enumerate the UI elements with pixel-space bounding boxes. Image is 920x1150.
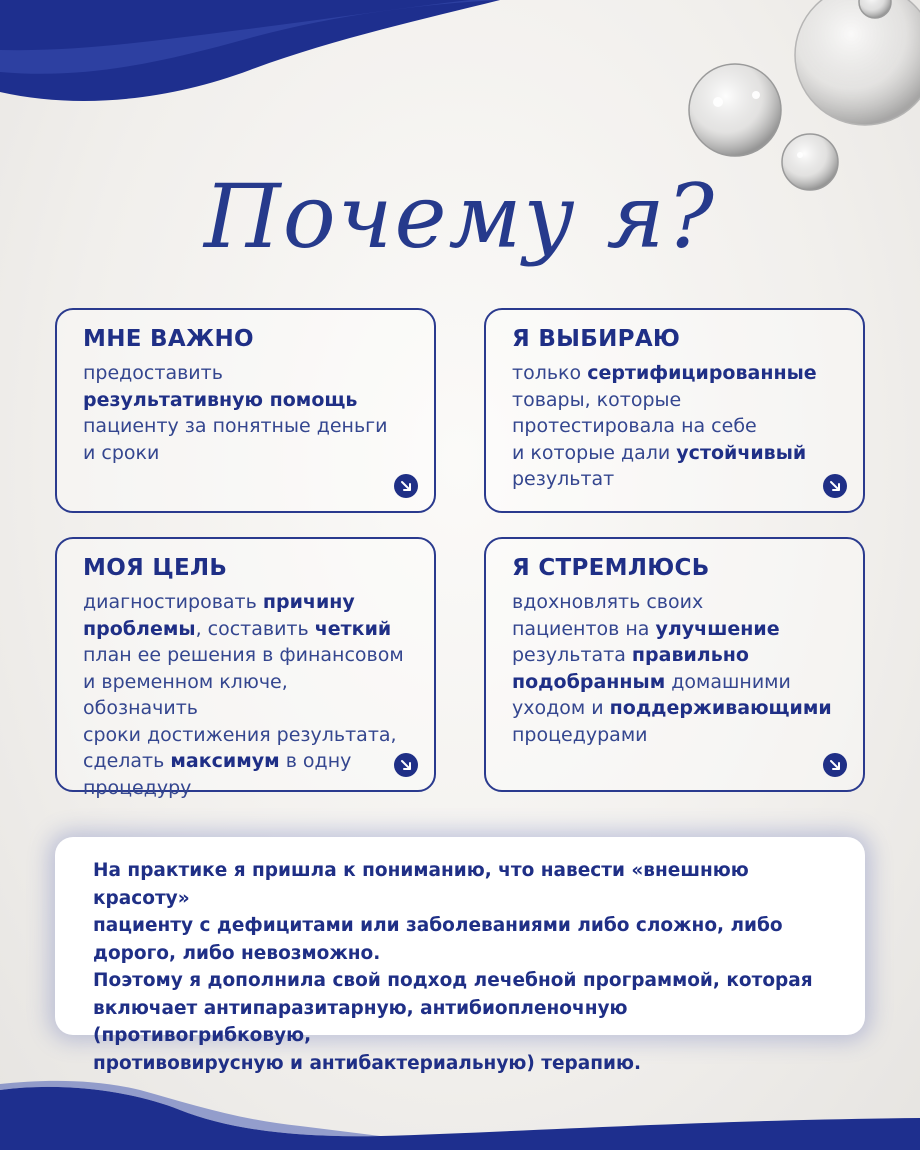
body-text: и которые дали <box>512 441 677 464</box>
card-body <box>512 360 837 493</box>
body-text: сделать <box>83 750 171 772</box>
card-ya-vybirayu <box>484 308 865 513</box>
body-text: и временном ключе, обозначить <box>83 670 288 719</box>
card-body <box>512 589 837 748</box>
body-text: вдохновлять своих <box>512 591 704 613</box>
emphasis-text: поддерживающими <box>609 697 832 719</box>
emphasis-text: проблемы <box>83 617 196 640</box>
body-text: результат <box>512 468 615 490</box>
body-text: план ее решения в финансовом <box>83 644 404 666</box>
body-text: только <box>512 362 588 384</box>
emphasis-text: результативную помощь <box>83 388 358 411</box>
body-text: пациенту за понятные деньги <box>83 415 388 437</box>
card-heading: МНЕ ВАЖНО <box>83 326 254 352</box>
card-mne-vazhno <box>55 308 436 513</box>
emphasis-text: подобранным <box>512 670 666 693</box>
card-heading: МОЯ ЦЕЛЬ <box>83 555 228 581</box>
body-text: сроки достижения результата, <box>83 723 397 746</box>
arrow-down-right-icon[interactable] <box>823 753 847 777</box>
emphasis-text: причину <box>262 591 355 613</box>
body-text: процедуру <box>83 776 192 799</box>
note-line: включает антипаразитарную, антибиопленочную (противогрибковую, <box>93 997 628 1046</box>
card-heading: Я ВЫБИРАЮ <box>512 326 681 352</box>
emphasis-text: сертифицированные <box>587 362 817 384</box>
body-text: пациентов на <box>512 617 656 640</box>
body-text: товары, которые <box>512 388 682 411</box>
body-text: процедурами <box>512 723 648 746</box>
body-text: диагностировать <box>83 591 263 613</box>
card-ya-stremlyus <box>484 537 865 792</box>
bottom-wave-decoration <box>0 1060 920 1150</box>
note-line: На практике я пришла к пониманию, что навести «внешнюю красоту» <box>93 860 749 909</box>
emphasis-text: четкий <box>314 617 392 640</box>
card-body <box>83 589 408 801</box>
note-line: Поэтому я дополнила свой подход лечебной программой, которая <box>93 970 813 991</box>
arrow-down-right-icon[interactable] <box>394 753 418 777</box>
body-text: домашними <box>665 670 791 693</box>
emphasis-text: устойчивый <box>676 441 807 464</box>
note-line: дорого, либо невозможно. <box>93 942 381 964</box>
body-text: результата <box>512 644 632 666</box>
body-text: в одну <box>279 750 352 772</box>
body-text: протестировала на себе <box>512 415 757 437</box>
emphasis-text: правильно <box>631 644 749 666</box>
emphasis-text: максимум <box>170 750 280 772</box>
body-text: уходом и <box>512 697 610 719</box>
arrow-down-right-icon[interactable] <box>823 474 847 498</box>
card-moya-tsel <box>55 537 436 799</box>
practice-note <box>55 837 865 1074</box>
card-body <box>83 360 408 466</box>
arrow-down-right-icon[interactable] <box>394 474 418 498</box>
emphasis-text: улучшение <box>655 617 780 640</box>
card-heading: Я СТРЕМЛЮСЬ <box>512 555 710 581</box>
page-title: Почему я? <box>204 165 716 268</box>
note-line: противовирусную и антибактериальную) терапию. <box>93 1052 642 1074</box>
body-text: , составить <box>195 617 315 640</box>
body-text: предоставить <box>83 362 223 384</box>
note-text <box>93 857 837 1077</box>
note-line: пациенту с дефицитами или заболеваниями либо сложно, либо <box>93 915 783 936</box>
body-text: и сроки <box>83 441 160 464</box>
